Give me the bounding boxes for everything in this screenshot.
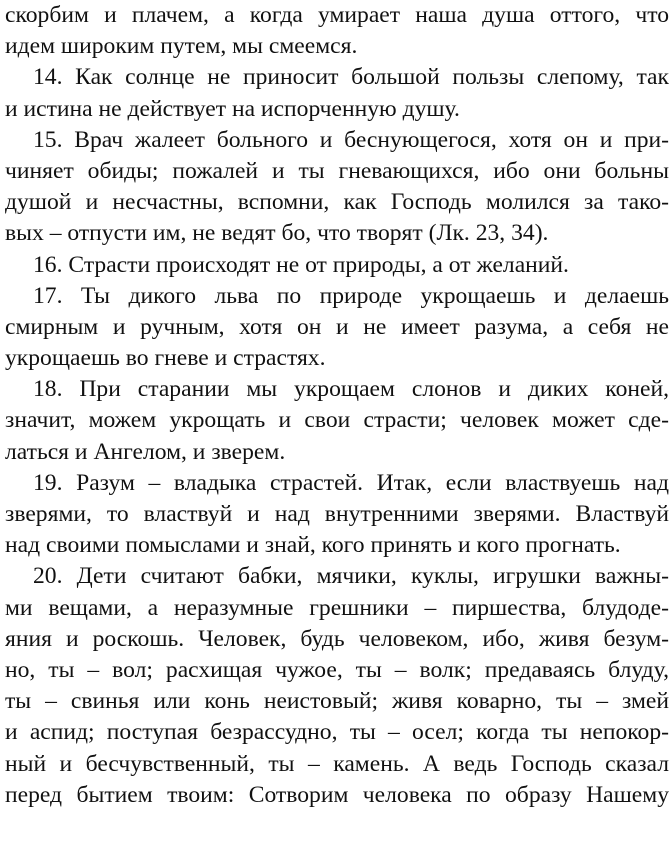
text-line: идем широким путем, мы смеемся. xyxy=(5,33,358,60)
paragraph xyxy=(5,561,669,811)
text-line: ты – свинья или конь неистовый; живя коварно, ты – змей xyxy=(5,688,669,715)
text-line: и истина не действует на испорченную душу. xyxy=(5,95,460,122)
text-line: 17. Ты дикого льва по природе укрощаешь и делаешь xyxy=(33,282,669,309)
text-line: 16. Страсти происходят не от природы, а от желаний. xyxy=(33,251,569,278)
text-line: 14. Как солнце не приносит большой пользы слепому, так xyxy=(33,64,669,91)
document-page xyxy=(5,0,669,811)
text-line: смирным и ручным, хотя он и не имеет разума, а себя не xyxy=(5,313,669,340)
text-line: чиняет обиды; пожалей и ты гневающихся, ибо они больны xyxy=(5,157,669,184)
text-line: значит, можем укрощать и свои страсти; человек может сде- xyxy=(5,407,669,434)
paragraph xyxy=(5,0,669,62)
text-line: ми вещами, а неразумные грешники – пиршества, блудоде- xyxy=(5,594,669,621)
paragraph xyxy=(5,468,669,562)
text-line: ный и бесчувственный, ты – камень. А ведь Господь сказал xyxy=(5,750,669,777)
text-line: скорбим и плачем, а когда умирает наша душа оттого, что xyxy=(5,2,669,28)
paragraph xyxy=(5,374,669,468)
text-line: 20. Дети считают бабки, мячики, куклы, игрушки важны- xyxy=(33,563,669,590)
text-line: и аспид; поступая безрассудно, ты – осел; когда ты непокор- xyxy=(5,719,669,746)
text-line: 15. Врач жалеет больного и беснующегося, хотя он и при- xyxy=(33,126,669,153)
text-line: зверями, то властвуй и над внутренними зверями. Властвуй xyxy=(5,501,669,527)
paragraph xyxy=(5,250,669,281)
text-line: 18. При старании мы укрощаем слонов и диких коней, xyxy=(33,376,669,403)
text-line: вых – отпусти им, не ведят бо, что творят (Лк. 23, 34). xyxy=(5,220,549,247)
text-line: душой и несчастны, вспомни, как Господь молился за тако- xyxy=(5,189,669,216)
text-line: латься и Ангелом, и зверем. xyxy=(5,438,286,465)
text-line: над своими помыслами и знай, кого принять и кого прогнать. xyxy=(5,532,621,559)
paragraph xyxy=(5,62,669,124)
text-line: перед бытием твоим: Сотворим человека по образу Нашему xyxy=(5,781,669,808)
text-line: 19. Разум – владыка страстей. Итак, если властвуешь над xyxy=(33,469,669,496)
paragraph xyxy=(5,125,669,250)
text-line: укрощаешь во гневе и страстях. xyxy=(5,345,326,372)
paragraph xyxy=(5,281,669,375)
text-line: но, ты – вол; расхищая чужое, ты – волк; предаваясь блуду, xyxy=(5,656,669,683)
text-line: яния и роскошь. Человек, будь человеком, ибо, живя безум- xyxy=(5,625,669,652)
